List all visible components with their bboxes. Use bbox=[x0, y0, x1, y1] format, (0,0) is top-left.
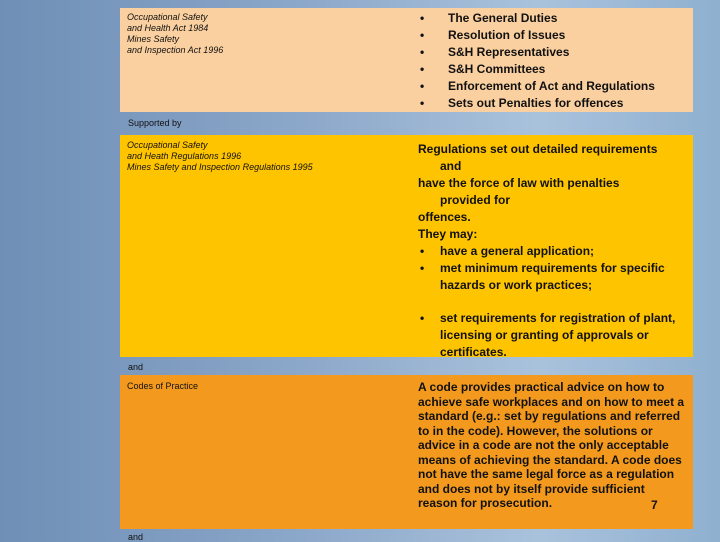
list-item: • The General Duties bbox=[418, 10, 688, 27]
and-label: and bbox=[128, 362, 144, 372]
act-name: Occupational Safety and Health Act 1984 Mines Safety and Inspection Act 1996 bbox=[127, 12, 224, 55]
regulations-name: Occupational Safety and Heath Regulations 1996 Mines Safety and Inspection Regulations 1995 bbox=[127, 140, 313, 172]
list-item: • Enforcement of Act and Regulations bbox=[418, 78, 688, 95]
list-item: • Sets out Penalties for offences bbox=[418, 95, 688, 112]
list-item: • set requirements for registration of plant, licensing or granting of approvals or certificates. bbox=[418, 310, 686, 361]
supported-by-label: Supported by bbox=[128, 118, 182, 128]
regulations-intro-line: and bbox=[440, 159, 462, 173]
regulations-intro-line: have the force of law with penalties bbox=[418, 176, 620, 190]
regulations-intro-line: Regulations set out detailed requirements bbox=[418, 142, 658, 156]
regulations-intro-line: offences. bbox=[418, 210, 471, 224]
list-item: • Resolution of Issues bbox=[418, 27, 688, 44]
list-item: • S&H Representatives bbox=[418, 44, 688, 61]
act-duties-list bbox=[418, 10, 688, 112]
codes-description: A code provides practical advice on how to achieve safe workplaces and on how to meet a standard (e.g.: set by regulations and referred to in the code). However, the solutions or advice in a code are not the only acceptable means of achieving the standard. A code does not have the same legal force as a regulation and does not by itself provide sufficient reason for prosecution. bbox=[418, 380, 685, 510]
list-item: • met minimum requirements for specific hazards or work practices; bbox=[418, 260, 686, 294]
regulations-intro-line: provided for bbox=[440, 193, 511, 207]
list-item: • S&H Committees bbox=[418, 61, 688, 78]
regulations-description bbox=[418, 141, 686, 361]
they-may-label: They may: bbox=[418, 227, 478, 241]
codes-name: Codes of Practice bbox=[127, 381, 199, 391]
page-number: 7 bbox=[651, 498, 658, 512]
and-label: and bbox=[128, 532, 144, 542]
list-item: • have a general application; bbox=[418, 243, 686, 260]
regulations-items-list bbox=[418, 243, 686, 361]
